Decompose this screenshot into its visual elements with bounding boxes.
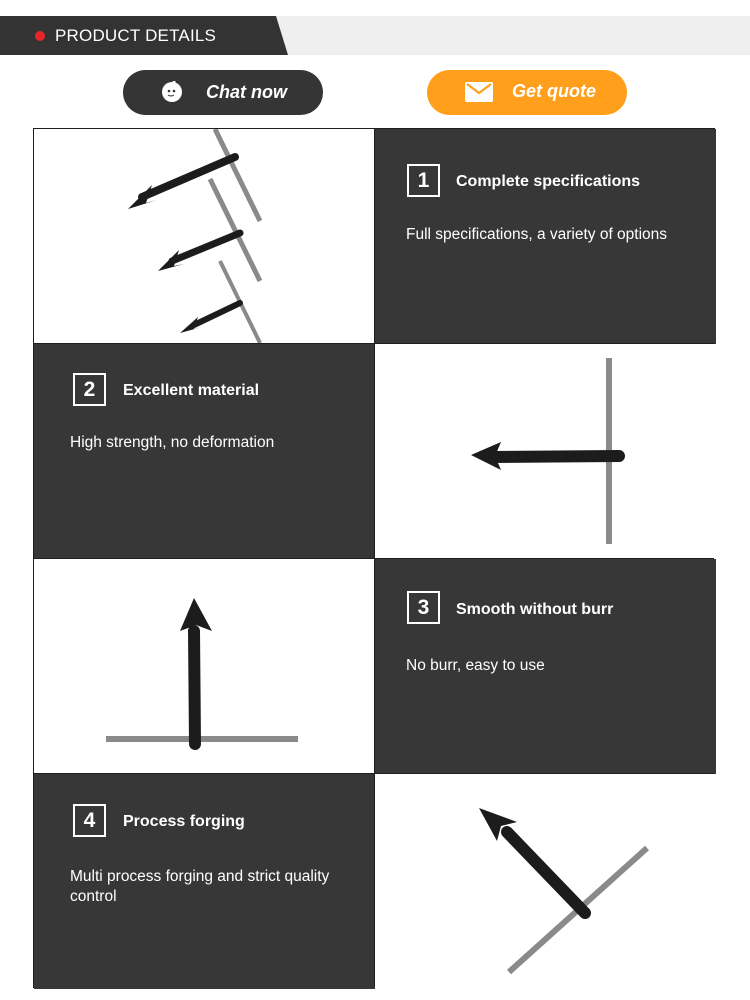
feature-title: Complete specifications bbox=[456, 173, 641, 190]
header-bullet-icon bbox=[35, 31, 45, 41]
product-image-side-view bbox=[375, 344, 716, 559]
section-header bbox=[0, 16, 750, 55]
feature-title: Process forging bbox=[123, 813, 245, 830]
feature-number: 2 bbox=[73, 373, 106, 406]
feature-title: Excellent material bbox=[123, 382, 260, 399]
product-image-upright bbox=[34, 559, 375, 774]
product-image-angled bbox=[375, 774, 716, 989]
feature-description: Full specifications, a variety of options bbox=[406, 226, 668, 243]
feature-description: Multi process forging and strict quality control bbox=[70, 868, 330, 905]
section-title: PRODUCT DETAILS bbox=[55, 26, 217, 45]
get-quote-button[interactable] bbox=[427, 70, 627, 115]
chat-now-label: Chat now bbox=[206, 82, 287, 102]
feature-description: High strength, no deformation bbox=[70, 434, 275, 451]
feature-description: No burr, easy to use bbox=[406, 657, 545, 674]
product-image-multiple-sizes bbox=[34, 129, 375, 344]
chat-now-button[interactable] bbox=[123, 70, 323, 115]
grid-divider bbox=[34, 558, 714, 559]
feature-number: 3 bbox=[407, 591, 440, 624]
envelope-icon bbox=[465, 82, 493, 107]
grid-divider bbox=[34, 773, 714, 774]
feature-number: 4 bbox=[73, 804, 106, 837]
feature-card-3 bbox=[375, 559, 716, 774]
grid-divider bbox=[34, 343, 714, 344]
feature-card-2 bbox=[34, 344, 375, 559]
feature-card-4 bbox=[34, 774, 375, 989]
chat-bubble-icon bbox=[160, 81, 184, 108]
get-quote-label: Get quote bbox=[512, 81, 596, 101]
feature-number: 1 bbox=[407, 164, 440, 197]
product-features-grid bbox=[33, 128, 715, 988]
feature-card-1 bbox=[375, 129, 716, 344]
feature-title: Smooth without burr bbox=[456, 601, 614, 618]
